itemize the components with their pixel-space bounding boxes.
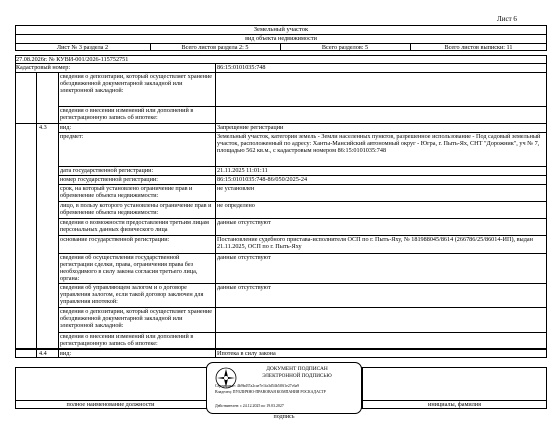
total-sections: Всего разделов: 5: [321, 44, 369, 51]
stamp-title: ДОКУМЕНТ ПОДПИСАН: [266, 366, 328, 372]
entry-43-depositary-label: сведения о депозитарии, который осуществляет хранение обездвиженной документарной закладной или электронной закладной:: [60, 308, 213, 330]
position-caption: полное наименование должности: [66, 401, 155, 408]
entry-43-basis-label: основание государственной регистрации:: [60, 236, 170, 243]
entry-43-beneficiary-label: лицо, в пользу которого установлены ограничение прав и обременение объекта недвижимости:: [60, 202, 212, 217]
entry-43-reg-number-value: 86:15:0101035:748-86/050/2025-24: [217, 176, 308, 183]
entry-43-basis-value: Постановление судебного пристава-исполнителя ОСП по г. Пыть-Яху, № 181988045/8614 (266786/25/86014-ИП), выдан 21.11.2025, ОСП по г. Пыть-Яху: [217, 236, 533, 251]
entry-43-reg-date-label: дата государственной регистрации:: [60, 167, 154, 174]
entry-43-kind-value: Запрещение регистрации: [217, 124, 284, 131]
entry-43-consent-label: сведения об осуществлении государственной регистрации сделки, права, ограничения права без необходимого в силу закона согласия третьего лица, органа:: [60, 254, 198, 283]
entry-43-reg-number-label: номер государственной регистрации:: [60, 176, 158, 183]
stamp-subtitle: ЭЛЕКТРОННОЙ ПОДПИСЬЮ: [262, 373, 332, 379]
entry-43-reg-date-value: 21.11.2025 11:01:11: [217, 167, 268, 174]
cadastral-label: Кадастровый номер:: [16, 64, 71, 71]
entry-43-term-value: не установлен: [217, 185, 255, 192]
object-caption: вид объекта недвижимости: [245, 35, 317, 42]
entry-43-personal-data-label: сведения о возможности предоставления третьим лицам персональных данных физического лица: [60, 219, 209, 234]
total-sheets-extract: Всего листов выписки: 11: [444, 44, 513, 51]
initials-caption: инициалы, фамилия: [428, 401, 481, 408]
entry-43-term-label: срок, на который установлено ограничение прав и обременение объекта недвижимости:: [60, 185, 193, 200]
cadastral-value: 86:15:0101035:748: [217, 64, 266, 71]
signature-caption: подпись: [273, 414, 295, 420]
entry-43-subject-label: предмет:: [60, 133, 84, 140]
sheet-of-section: Лист № 3 раздела 2: [56, 44, 109, 51]
entry-43-beneficiary-value: не определено: [217, 202, 255, 209]
entry-43-pledge-manager-value: данные отсутствуют: [217, 284, 271, 291]
total-sheets-section: Всего листов раздела 2: 5: [181, 44, 249, 51]
top-changes-label: сведения о внесении изменений или дополнений в регистрационную запись об ипотеке:: [60, 107, 194, 122]
entry-43-subject-value: Земельный участок, категория земель - Земли населенных пунктов, разрешенное использование - Под садовый земельный участок, расположенный по адресу: Ханты-Мансийский автономный округ - Югра, г. Пыть-Ях, СНТ "Дорожник", уч № 7, площадью 562 кв.м., с кадастровым номером 86:15:0101035:748: [217, 133, 541, 155]
entry-43-kind-label: вид:: [60, 124, 72, 131]
entry-44-number: 4.4: [39, 350, 47, 357]
entry-44-kind-label: вид:: [60, 350, 72, 357]
object-type: Земельный участок: [253, 26, 309, 33]
sheet-number: Лист 6: [497, 15, 517, 23]
entry-43-number: 4.3: [39, 124, 47, 131]
stamp-certificate: Сертификат: 4b9bd37a2cae7e1fa3d54b5f0f1e27c6a9: [215, 384, 300, 388]
entry-43-pledge-manager-label: сведения об управляющем залогом и о договоре управления залогом, если такой договор заключен для управления ипотекой:: [60, 284, 204, 306]
entry-44-kind-value: Ипотека в силу закона: [217, 350, 276, 357]
entry-44-row: [15, 349, 547, 358]
stamp-owner: Владелец: ПУБЛИЧНО-ПРАВОВАЯ КОМПАНИЯ РОСКАДАСТР: [215, 390, 326, 394]
entry-43-changes-label: сведения о внесении изменений или дополнений в регистрационную запись об ипотеке:: [60, 333, 194, 348]
entry-43-personal-data-value: данные отсутствуют: [217, 219, 271, 226]
doc-line: 27.08.2026г. № КУВИ-001/2026-115752751: [16, 56, 129, 63]
top-depositary-label: сведения о депозитарии, который осуществляет хранение обездвиженной документарной закладной или электронной закладной:: [60, 73, 213, 95]
esignature-stamp: [206, 362, 362, 414]
entry-43-consent-value: данные отсутствуют: [217, 254, 271, 261]
stamp-valid: Действителен: с 24.12.2025 по 19.03.2027: [215, 404, 284, 408]
